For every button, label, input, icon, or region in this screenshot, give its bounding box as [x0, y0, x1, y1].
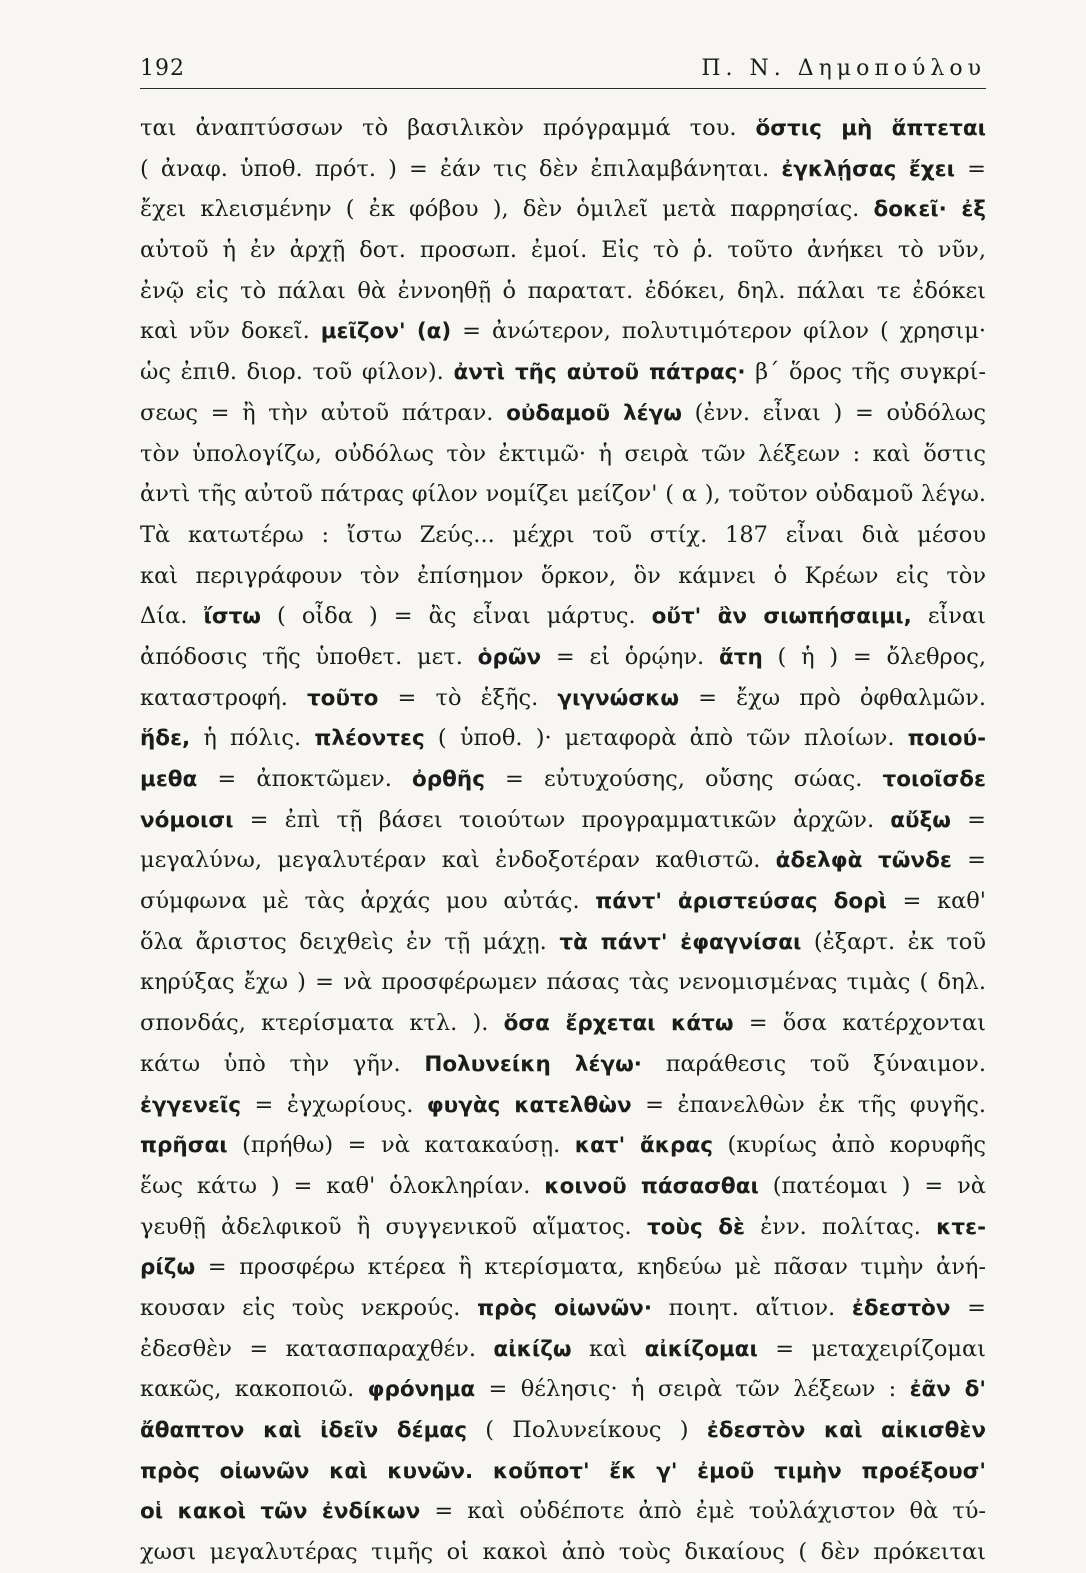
gloss-text: κουσαν εἰς τοὺς νεκρούς.: [140, 1294, 478, 1321]
lemma-term: γιγνώσκω: [557, 685, 680, 711]
lemma-term: κτε-: [936, 1214, 986, 1240]
text-line: [140, 1085, 986, 1126]
gloss-text: =: [951, 847, 986, 874]
lemma-term: ἐγγενεῖς: [140, 1092, 241, 1118]
gloss-text: Τὰ κατωτέρω : ἴστω Ζεύς... μέχρι τοῦ στίχ. 187 εἶναι διὰ μέσου: [140, 521, 986, 548]
gloss-text: = ἐπανελθὼν ἐκ τῆς φυγῆς.: [631, 1091, 986, 1118]
text-line: [140, 1410, 986, 1451]
gloss-text: (πρήθω) = νὰ κατακαύσῃ.: [227, 1132, 575, 1159]
text-line: [140, 1491, 986, 1532]
gloss-text: σπονδάς, κτερίσματα κτλ. ).: [140, 1010, 504, 1037]
gloss-text: ἡ πόλις.: [190, 725, 315, 752]
gloss-text: = μεταχειρίζομαι: [757, 1335, 986, 1362]
gloss-text: ἐδεσθὲν = κατασπαραχθέν.: [140, 1335, 494, 1362]
gloss-text: μεγαλύνω, μεγαλυτέραν καὶ ἐνδοξοτέραν καθιστῶ.: [140, 847, 776, 874]
lemma-term: νόμοισι: [140, 807, 234, 833]
lemma-term: ἥδε,: [140, 726, 191, 752]
gloss-text: ἐνν. πολίτας.: [745, 1213, 937, 1240]
commentary-text: [140, 108, 986, 1573]
lemma-term: οἱ κακοὶ τῶν ἐνδίκων: [140, 1499, 421, 1525]
lemma-term: δοκεῖ· ἐξ: [873, 197, 986, 223]
gloss-text: ( ἀναφ. ὑποθ. πρότ. ) = ἐάν τις δὲν ἐπιλαμβάνηται.: [140, 155, 782, 182]
lemma-term: ἐδεστὸν: [851, 1295, 951, 1321]
text-line: [140, 311, 986, 352]
header-rule: [140, 88, 986, 89]
lemma-term: ὁρῶν: [477, 644, 542, 670]
text-line: [140, 230, 986, 271]
lemma-term: ἀντὶ τῆς αὐτοῦ πάτρας·: [453, 360, 746, 386]
text-line: [140, 1288, 986, 1329]
lemma-term: οὔτ' ἂν σιωπήσαιμι,: [651, 604, 912, 630]
gloss-text: ( οἶδα ) = ἂς εἶναι μάρτυς.: [260, 603, 652, 630]
lemma-term: μεῖζον' (α): [320, 319, 452, 345]
gloss-text: ποιητ. αἴτιον.: [652, 1294, 852, 1321]
page-number: 192: [140, 56, 185, 81]
gloss-text: καταστροφή.: [140, 684, 307, 711]
gloss-text: σύμφωνα μὲ τὰς ἀρχάς μου αὐτάς.: [140, 888, 596, 915]
text-line: [140, 1044, 986, 1085]
gloss-text: = ἐγχωρίους.: [240, 1091, 427, 1118]
lemma-term: ρίζω: [140, 1255, 196, 1281]
text-line: [140, 271, 986, 312]
text-line: [140, 881, 986, 922]
gloss-text: (ἐξαρτ. ἐκ τοῦ: [801, 928, 986, 955]
gloss-text: = θέλησις· ἡ σειρὰ τῶν λέξεων :: [475, 1376, 910, 1403]
lemma-term: φρόνημα: [367, 1377, 476, 1403]
lemma-term: ὅστις μὴ ἅπτεται: [755, 116, 986, 141]
gloss-text: ἕως κάτω ) = καθ' ὁλοκληρίαν.: [140, 1172, 545, 1199]
gloss-text: β΄ ὅρος τῆς συγκρί-: [745, 359, 986, 386]
text-line: [140, 800, 986, 841]
gloss-text: ( Πολυνείκους ): [466, 1417, 707, 1443]
gloss-text: καὶ νῦν δοκεῖ.: [140, 318, 321, 345]
lemma-term: αἰκίζομαι: [644, 1336, 758, 1362]
gloss-text: χωσι μεγαλυτέρας τιμῆς οἱ κακοὶ ἀπὸ τοὺς δικαίους ( δὲν πρόκειται: [140, 1539, 986, 1566]
text-line: [140, 434, 986, 475]
gloss-text: = εἰ ὁρῴην.: [541, 643, 719, 670]
gloss-text: =: [955, 155, 986, 182]
text-line: [140, 1166, 986, 1207]
text-line: [140, 922, 986, 963]
gloss-text: τὸν ὑπολογίζω, οὐδόλως τὸν ἐκτιμῶ· ἡ σειρὰ τῶν λέξεων : καὶ ὅστις: [140, 440, 986, 467]
lemma-term: κοινοῦ πάσασθαι: [544, 1173, 759, 1199]
gloss-text: καὶ: [571, 1335, 645, 1362]
gloss-text: = ἀνώτερον, πολυτιμότερον φίλον ( χρησιμ·: [451, 318, 986, 345]
text-line: [140, 352, 986, 393]
gloss-text: ὅλα ἄριστος δειχθεὶς ἐν τῇ μάχῃ.: [140, 928, 560, 955]
gloss-text: κακῶς, κακοποιῶ.: [140, 1376, 368, 1403]
text-line: [140, 1451, 986, 1492]
text-line: [140, 840, 986, 881]
text-line: [140, 149, 986, 190]
text-line: [140, 718, 986, 759]
text-line: [140, 393, 986, 434]
lemma-term: πάντ' ἀριστεύσας δορὶ: [595, 889, 887, 915]
lemma-term: πρῆσαι: [140, 1133, 228, 1159]
lemma-term: ἴστω: [203, 604, 261, 630]
text-line: [140, 1207, 986, 1248]
lemma-term: αἰκίζω: [493, 1336, 572, 1362]
lemma-term: φυγὰς κατελθὼν: [426, 1092, 632, 1118]
gloss-text: κάτω ὑπὸ τὴν γῆν.: [140, 1050, 425, 1077]
lemma-term: τοὺς δὲ: [646, 1214, 745, 1240]
text-line: [140, 1369, 986, 1410]
text-line: [140, 189, 986, 230]
gloss-text: ἔχει κλεισμένην ( ἐκ φόβου ), δὲν ὁμιλεῖ μετὰ παρρησίας.: [140, 196, 874, 223]
gloss-text: Δία.: [140, 603, 204, 630]
lemma-term: ἄτη: [718, 644, 763, 670]
gloss-text: = καθ': [886, 888, 986, 915]
lemma-term: ποιού-: [907, 726, 986, 752]
gloss-text: ἀπόδοσις τῆς ὑποθετ. μετ.: [140, 643, 478, 670]
lemma-term: ἐᾶν δ': [909, 1377, 986, 1403]
gloss-text: =: [950, 806, 986, 833]
text-line: [140, 1247, 986, 1288]
lemma-term: τὰ πάντ' ἐφαγνίσαι: [559, 929, 802, 955]
text-line: [140, 759, 986, 800]
text-line: [140, 108, 986, 149]
lemma-term: ἀδελφὰ τῶνδε: [775, 848, 952, 874]
lemma-term: μεθα: [140, 767, 198, 792]
lemma-term: πρὸς οἰωνῶν·: [477, 1295, 652, 1321]
gloss-text: (κυρίως ἀπὸ κορυφῆς: [712, 1132, 986, 1159]
gloss-text: (πατέομαι ) = νὰ: [758, 1172, 986, 1199]
text-line: [140, 1532, 986, 1573]
lemma-term: τοῦτο: [306, 685, 379, 711]
gloss-text: ὡς ἐπιθ. διορ. τοῦ φίλον).: [140, 359, 454, 386]
text-line: [140, 1003, 986, 1044]
text-line: [140, 1329, 986, 1370]
gloss-text: ἀντὶ τῆς αὐτοῦ πάτρας φίλον νομίζει μείζον' ( α ), τοῦτον οὐδαμοῦ λέγω.: [140, 481, 986, 508]
running-head: Π. Ν. Δημοπούλου: [701, 56, 986, 81]
gloss-text: = εὐτυχούσης, οὔσης σώας.: [484, 766, 883, 792]
gloss-text: = ἔχω πρὸ ὀφθαλμῶν.: [679, 684, 986, 711]
lemma-term: αὔξω: [890, 807, 951, 833]
gloss-text: = καὶ οὐδέποτε ἀπὸ ἐμὲ τοὐλάχιστον θὰ τύ-: [420, 1498, 986, 1525]
gloss-text: = τὸ ἑξῆς.: [378, 684, 558, 711]
gloss-text: γευθῇ ἀδελφικοῦ ἢ συγγενικοῦ αἵματος.: [140, 1213, 647, 1240]
gloss-text: =: [950, 1294, 986, 1321]
lemma-term: Πολυνείκη λέγω·: [424, 1051, 642, 1077]
lemma-term: κατ' ἄκρας: [574, 1133, 713, 1159]
lemma-term: τοιοῖσδε: [882, 767, 986, 792]
gloss-text: ( ἡ ) = ὄλεθρος,: [762, 643, 986, 670]
lemma-term: ἐδεστὸν καὶ αἰκισθὲν: [706, 1418, 986, 1443]
text-line: [140, 515, 986, 556]
gloss-text: = προσφέρω κτέρεα ἢ κτερίσματα, κηδεύω μὲ πᾶσαν τιμὴν ἀνή-: [195, 1254, 986, 1281]
page-header: [140, 42, 986, 88]
gloss-text: = ἐπὶ τῇ βάσει τοιούτων προγραμματικῶν ἀρχῶν.: [233, 806, 891, 833]
gloss-text: ( ὑποθ. )· μεταφορὰ ἀπὸ τῶν πλοίων.: [424, 725, 908, 752]
gloss-text: = ὅσα κατέρχονται: [733, 1010, 986, 1037]
lemma-term: ὅσα ἔρχεται κάτω: [503, 1011, 734, 1037]
text-line: [140, 678, 986, 719]
gloss-text: σεως = ἢ τὴν αὐτοῦ πάτραν.: [140, 399, 507, 426]
text-line: [140, 962, 986, 1003]
text-line: [140, 596, 986, 637]
text-line: [140, 474, 986, 515]
lemma-term: ὀρθῆς: [411, 767, 485, 792]
lemma-term: οὐδαμοῦ λέγω: [506, 400, 682, 426]
gloss-text: παράθεσις τοῦ ξύναιμον.: [641, 1050, 986, 1077]
gloss-text: ἐνῷ εἰς τὸ πάλαι θὰ ἐννοηθῇ ὁ παρατατ. ἐδόκει, δηλ. πάλαι τε ἐδόκει: [140, 277, 986, 304]
lemma-term: ἄθαπτον καὶ ἰδεῖν δέμας: [140, 1418, 467, 1443]
gloss-text: εἶναι: [911, 603, 986, 630]
text-line: [140, 637, 986, 678]
gloss-text: καὶ περιγράφουν τὸν ἐπίσημον ὅρκον, ὃν κάμνει ὁ Κρέων εἰς τὸν: [140, 562, 986, 589]
gloss-text: ται ἀναπτύσσων τὸ βασιλικὸν πρόγραμμά του.: [140, 115, 756, 141]
text-line: [140, 556, 986, 597]
gloss-text: αὐτοῦ ἡ ἐν ἀρχῇ δοτ. προσωπ. ἐμοί. Εἰς τὸ ῥ. τοῦτο ἀνήκει τὸ νῦν,: [140, 237, 986, 264]
gloss-text: κηρύξας ἔχω ) = νὰ προσφέρωμεν πάσας τὰς νενομισμένας τιμὰς ( δηλ.: [140, 969, 986, 996]
lemma-term: πρὸς οἰωνῶν καὶ κυνῶν. κοὔποτ' ἔκ γ' ἐμοῦ τιμὴν προέξουσ': [140, 1458, 986, 1484]
text-line: [140, 1125, 986, 1166]
lemma-term: πλέοντες: [314, 726, 425, 752]
gloss-text: = ἀποκτῶμεν.: [197, 766, 412, 792]
lemma-term: ἐγκλῄσας ἔχει: [781, 156, 956, 182]
gloss-text: (ἐνν. εἶναι ) = οὐδόλως: [681, 399, 986, 426]
